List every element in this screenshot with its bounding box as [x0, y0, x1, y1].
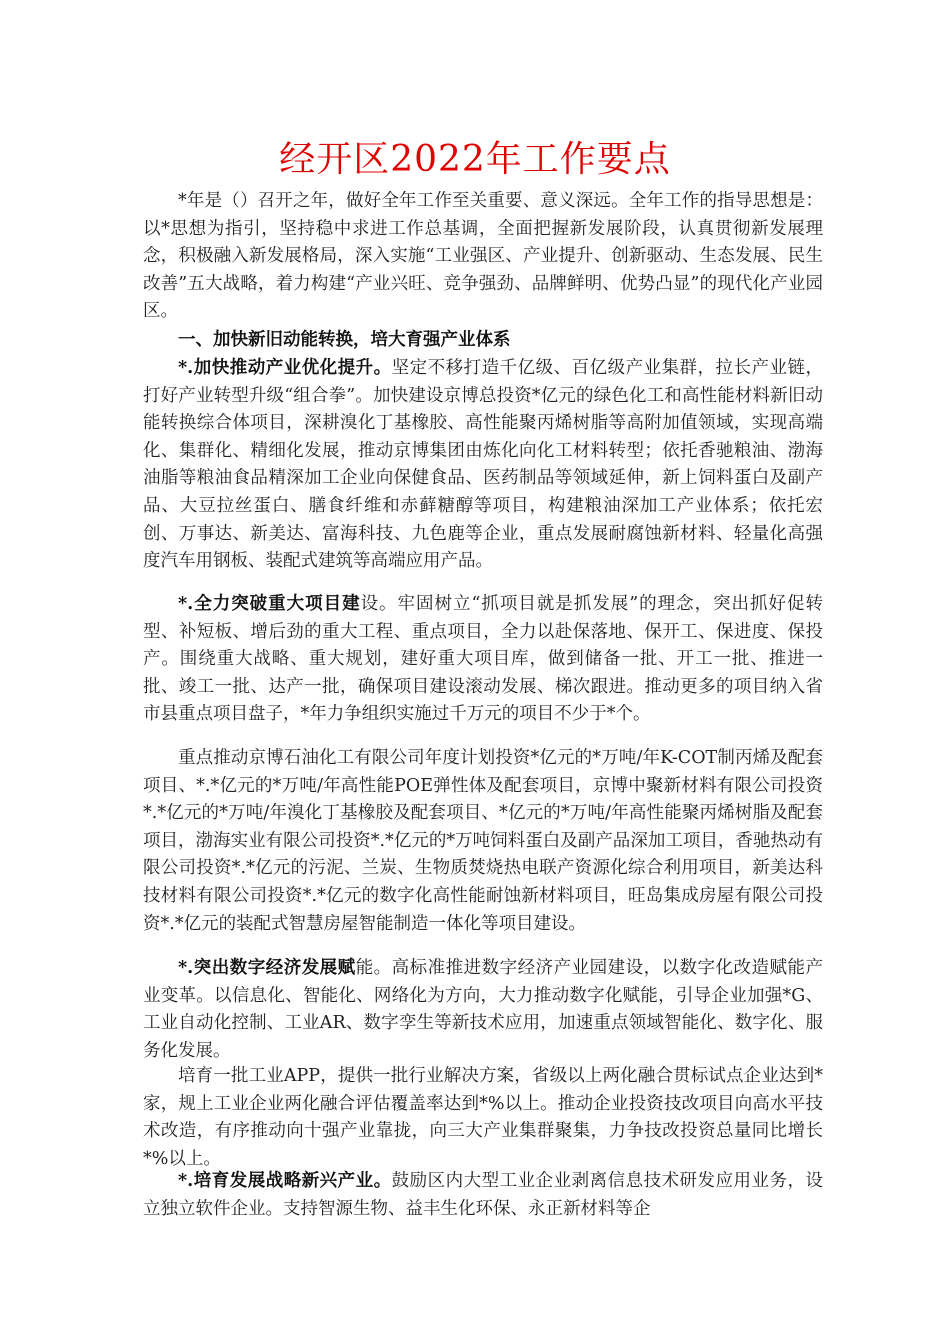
paragraph-4: [143, 955, 823, 1065]
paragraph-1: [143, 355, 823, 576]
paragraph-2-text: 设。牢固树立“抓项目就是抓发展”的理念，突出抓好促转型、补短板、增后劲的重大工程、重点项目，全力以赴保落地、保开工、保进度、保投产。围绕重大战略、重大规划，建好重大项目库，做到储备一批、开工一批、推进一批、竣工一批、达产一批，确保项目建设滚动发展、梯次跟进。推动更多的项目纳入省市县重点项目盘子，*年力争组织实施过千万元的项目不少于*个。: [143, 594, 823, 725]
paragraph-2: [143, 591, 823, 729]
paragraph-2-lead: *.全力突破重大项目建: [178, 594, 361, 614]
paragraph-3: 重点推动京博石油化工有限公司年度计划投资*亿元的*万吨/年K-COT制丙烯及配套项目、*.*亿元的*万吨/年高性能POE弹性体及配套项目，京博中聚新材料有限公司投资*.*亿元的*万吨/年溴化丁基橡胶及配套项目、*亿元的*万吨/年高性能聚丙烯树脂及配套项目，渤海实业有限公司投资*.*亿元的*万吨饲料蛋白及副产品深加工项目，香驰热动有限公司投资*.*亿元的污泥、兰炭、生物质焚烧热电联产资源化综合利用项目，新美达科技材料有限公司投资*.*亿元的数字化高性能耐蚀新材料项目，旺岛集成房屋有限公司投资*.*亿元的装配式智慧房屋智能制造一体化等项目建设。: [143, 748, 823, 934]
section-heading: 一、加快新旧动能转换，培大育强产业体系: [178, 330, 511, 350]
document-title: 经开区2022年工作要点: [279, 139, 671, 180]
intro-paragraph: *年是（）召开之年，做好全年工作至关重要、意义深远。全年工作的指导思想是：以*思想为指引，坚持稳中求进工作总基调，全面把握新发展阶段，认真贯彻新发展理念，积极融入新发展格局，深入实施“工业强区、产业提升、创新驱动、生态发展、民生改善”五大战略，着力构建“产业兴旺、竞争强劲、品牌鲜明、优势凸显”的现代化产业园区。: [143, 191, 823, 322]
paragraph-6-lead: *.培育发展战略新兴产业。: [178, 1171, 392, 1191]
paragraph-6-text: 鼓励区内大型工业企业剥离信息技术研发应用业务，设立独立软件企业。支持智源生物、益丰生化环保、永正新材料等企: [143, 1171, 824, 1219]
paragraph-4-text: 能。高标准推进数字经济产业园建设，以数字化改造赋能产业变革。以信息化、智能化、网络化为方向，大力推动数字化赋能，引导企业加强*G、工业自动化控制、工业AR、数字孪生等新技术应用，加速重点领域智能化、数字化、服务化发展。: [143, 958, 824, 1061]
paragraph-5: 培育一批工业APP，提供一批行业解决方案，省级以上两化融合贯标试点企业达到*家，规上工业企业两化融合评估覆盖率达到*%以上。推动企业投资技改项目向高水平技术改造，有序推动向十强产业靠拢，向三大产业集群聚集，力争技改投资总量同比增长*%以上。: [143, 1066, 823, 1169]
paragraph-1-lead: *.加快推动产业优化提升。: [178, 358, 392, 378]
paragraph-4-lead: *.突出数字经济发展赋: [178, 958, 356, 978]
paragraph-6: [143, 1168, 823, 1223]
paragraph-1-text: 坚定不移打造千亿级、百亿级产业集群，拉长产业链，打好产业转型升级“组合拳”。加快建设京博总投资*亿元的绿色化工和高性能材料新旧动能转换综合体项目，深耕溴化丁基橡胶、高性能聚丙烯树脂等高附加值领域，实现高端化、集群化、精细化发展，推动京博集团由炼化向化工材料转型；依托香驰粮油、渤海油脂等粮油食品精深加工企业向保健食品、医药制品等领域延伸，新上饲料蛋白及副产品、大豆拉丝蛋白、膳食纤维和赤藓糖醇等项目，构建粮油深加工产业体系；依托宏创、万事达、新美达、富海科技、九色鹿等企业，重点发展耐腐蚀新材料、轻量化高强度汽车用钢板、装配式建筑等高端应用产品。: [143, 358, 824, 572]
